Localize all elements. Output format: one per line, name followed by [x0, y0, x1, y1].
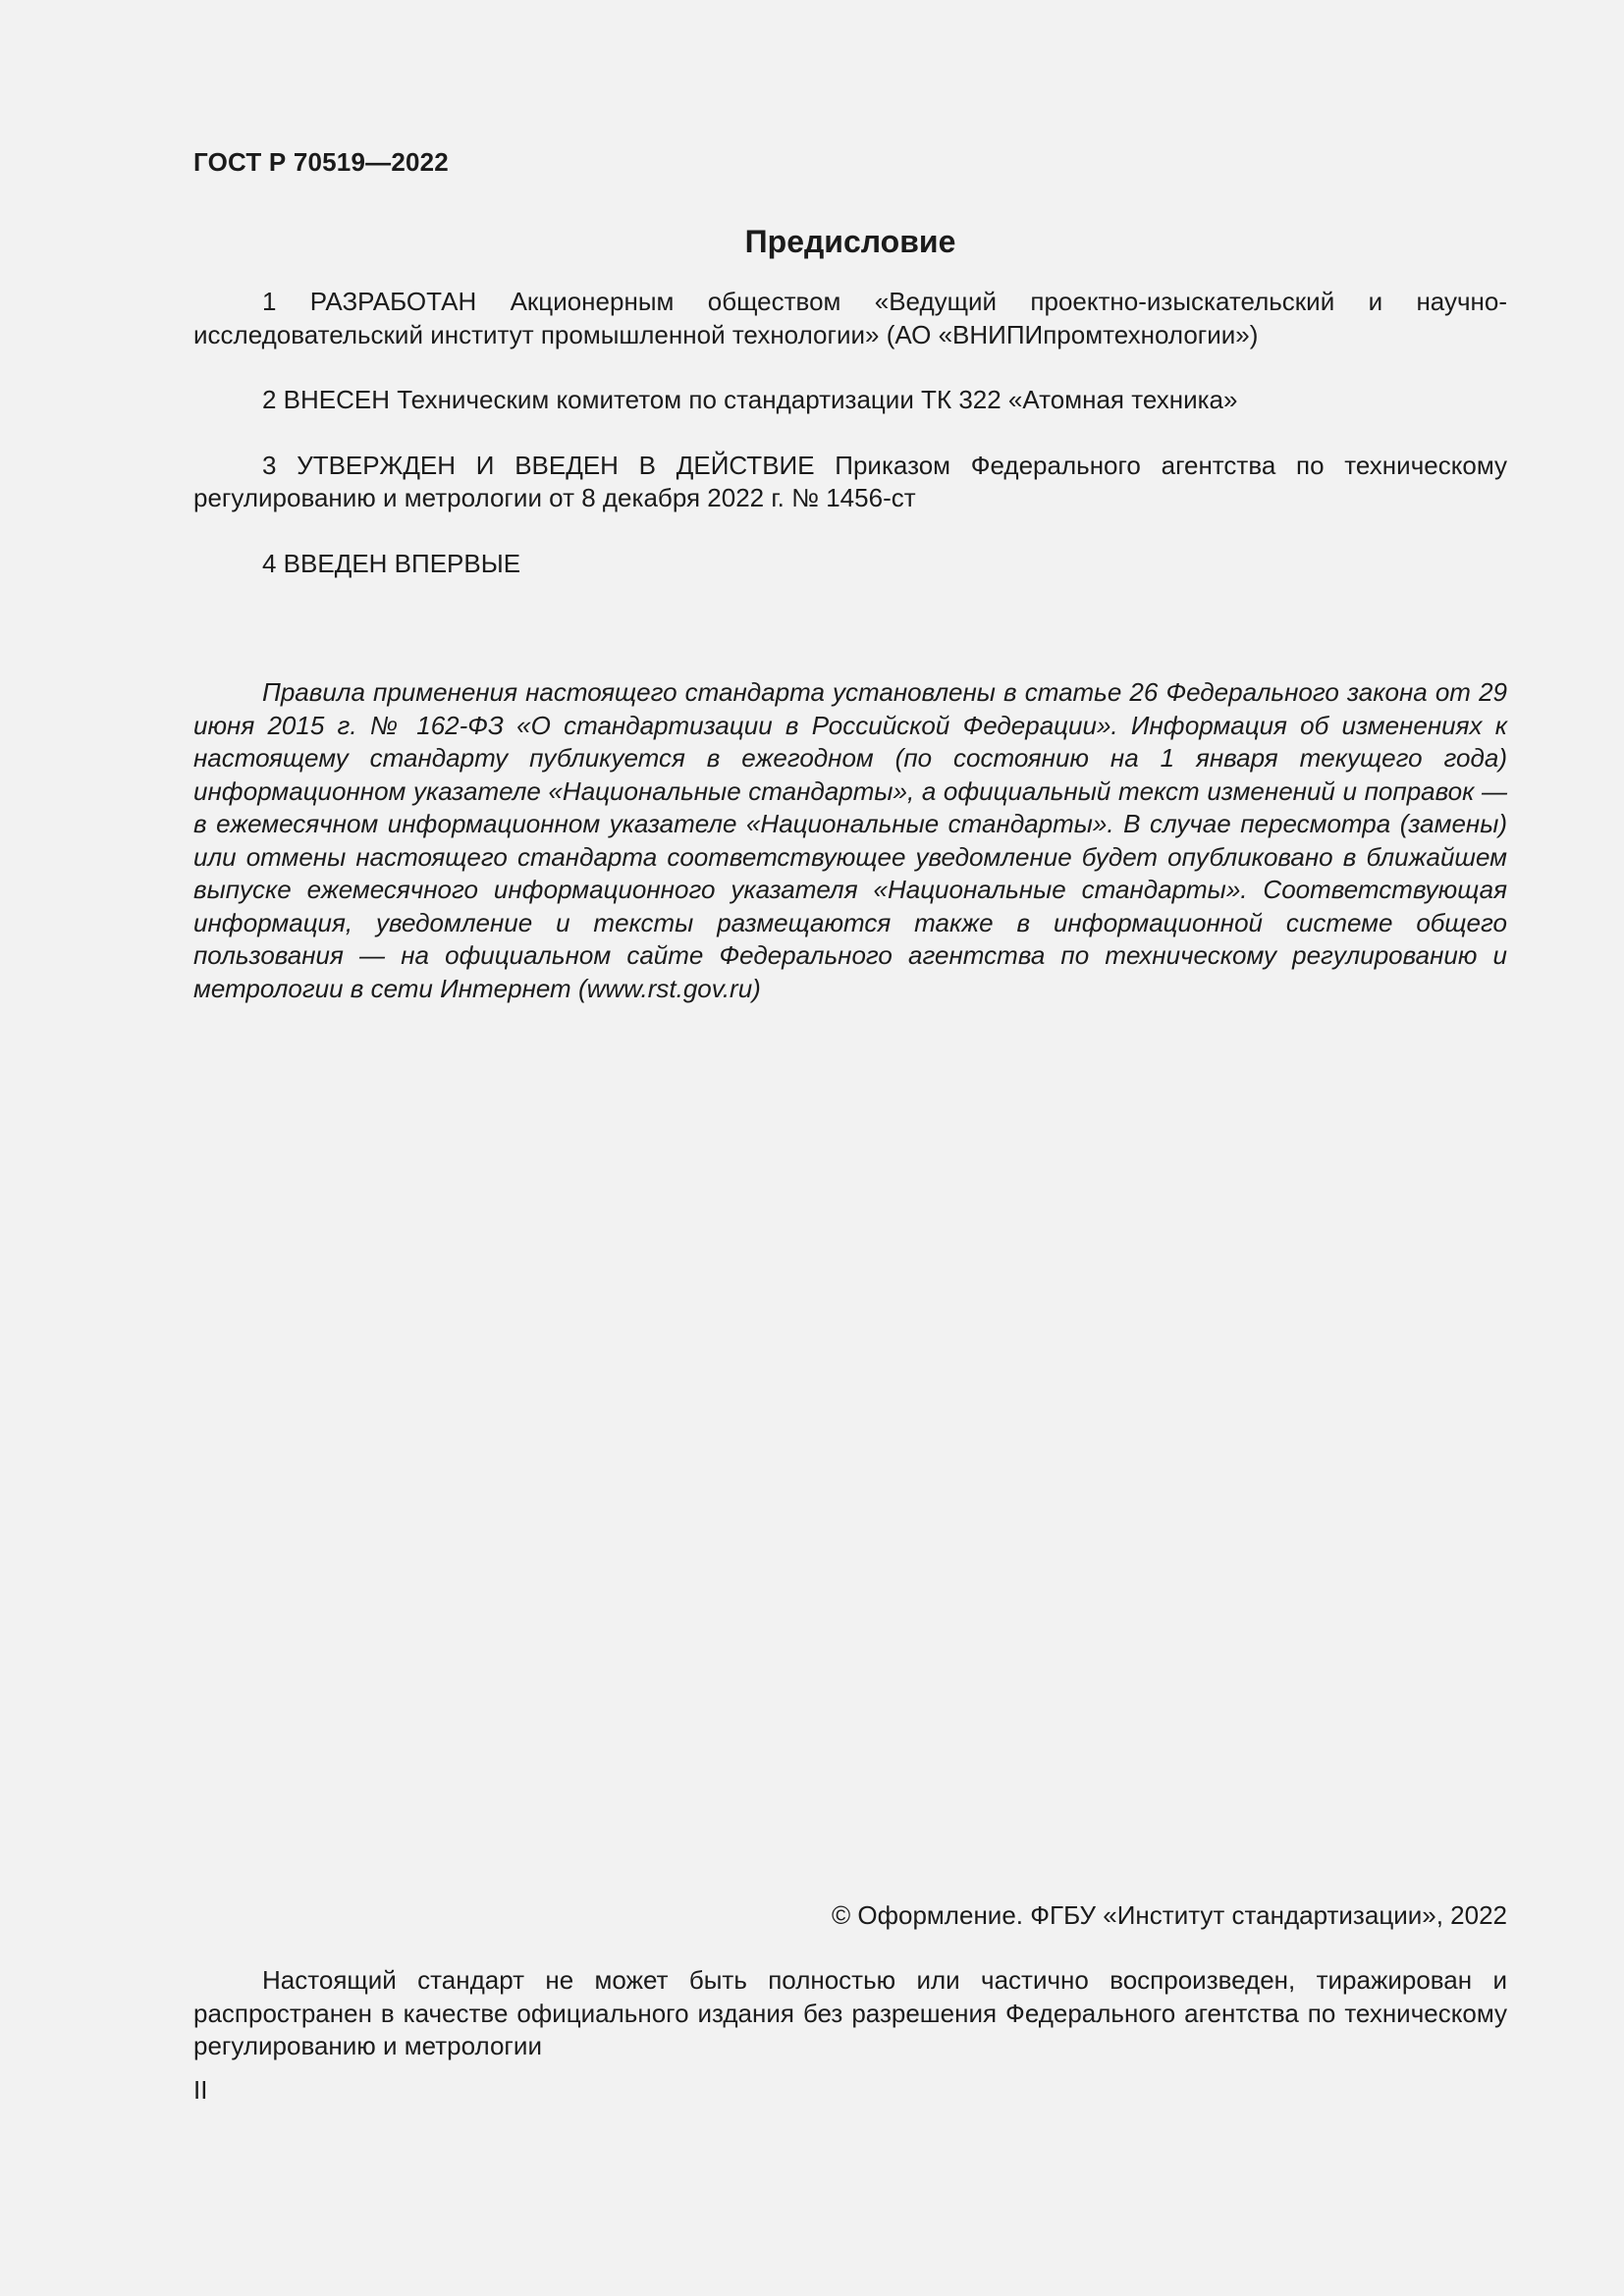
- preface-item-developed: 1 РАЗРАБОТАН Акционерным обществом «Ведущий проектно-изыскательский и научно-исследовательский институт промышленной технологии» (АО «ВНИПИпромтехнологии»): [193, 287, 1507, 349]
- rights-text: Настоящий стандарт не может быть полностью или частично воспроизведен, тиражирован и распространен в качестве официального издания без разрешения Федерального агентства по техническому регулированию и метрологии: [193, 1965, 1507, 2060]
- preface-item-introduced: 2 ВНЕСЕН Техническим комитетом по стандартизации ТК 322 «Атомная техника»: [262, 385, 1238, 414]
- preface-item-approved: 3 УТВЕРЖДЕН И ВВЕДЕН В ДЕЙСТВИЕ Приказом Федерального агентства по техническому регулированию и метрологии от 8 декабря 2022 г. № 1456-ст: [193, 450, 1507, 512]
- copyright-line: © Оформление. ФГБУ «Институт стандартизации», 2022: [832, 1900, 1507, 1930]
- application-rules-notice: [193, 676, 1507, 1005]
- application-rules-text: Правила применения настоящего стандарта установлены в статье 26 Федерального закона от 29 июня 2015 г. № 162-ФЗ «О стандартизации в Российской Федерации». Информация об изменениях к настоящему стандарту публикуется в ежегодном (по состоянию на 1 января текущего года) информационном указателе «Национальные стандарты», а официальный текст изменений и поправок — в ежемесячном информационном указателе «Национальные стандарты». В случае пересмотра (замены) или отмены настоящего стандарта соответствующее уведомление будет опубликовано в ближайшем выпуске ежемесячного информационного указателя «Национальные стандарты». Соответствующая информация, уведомление и тексты размещаются также в информационной системе общего пользования — на официальном сайте Федерального агентства по техническому регулированию и метрологии в сети Интернет (www.rst.gov.ru): [193, 677, 1507, 1003]
- preface-item-first-introduced: 4 ВВЕДЕН ВПЕРВЫЕ: [262, 548, 521, 578]
- rights-notice: [193, 1964, 1507, 2063]
- preface-list: [193, 286, 1507, 613]
- preface-title: Предисловие: [744, 224, 956, 259]
- page-number: II: [193, 2075, 208, 2105]
- standard-designation: ГОСТ Р 70519—2022: [193, 147, 449, 177]
